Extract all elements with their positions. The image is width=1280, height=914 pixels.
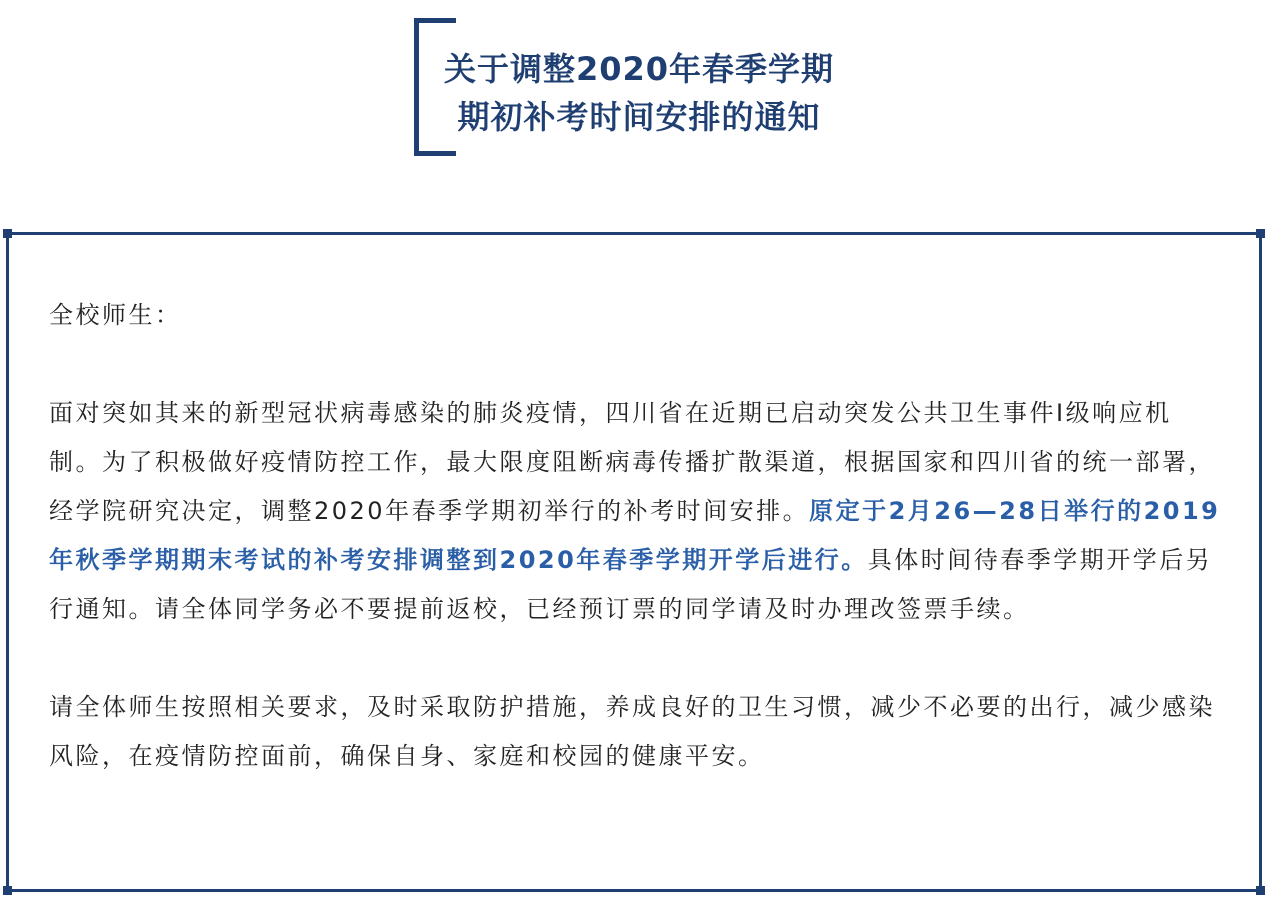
notice-title-line-1: 关于调整2020年春季学期 — [443, 50, 835, 88]
notice-frame — [6, 232, 1262, 892]
frame-corner-top-right — [1256, 229, 1265, 238]
notice-title-line-2: 期初补考时间安排的通知 — [457, 98, 821, 136]
paragraph-main-text-1: 面对突如其来的新型冠状病毒感染的肺炎疫情，四川省在近期已启动突发公共卫生事件I级响应机制。为了积极做好疫情防控工作，最大限度阻断病毒传播扩散渠道，根据国家和四川省的统一部署，经学院研究决定，调整2020年春季学期初举行的补考时间安排。 — [49, 399, 1215, 525]
paragraph-closing: 请全体师生按照相关要求，及时采取防护措施，养成良好的卫生习惯，减少不必要的出行，减少感染风险，在疫情防控面前，确保自身、家庭和校园的健康平安。 — [49, 693, 1215, 770]
notice-body — [49, 291, 1221, 781]
frame-corner-bottom-right — [1256, 886, 1265, 895]
paragraph-spacer — [49, 340, 1221, 389]
paragraph-main — [49, 389, 1221, 634]
salutation: 全校师生： — [49, 301, 182, 329]
frame-corner-bottom-left — [3, 886, 12, 895]
notice-title-block — [414, 18, 864, 158]
frame-corner-top-left — [3, 229, 12, 238]
paragraph-main-text-2: 具体时间待春季学期开学后另行通知。请全体同学务必不要提前返校，已经预订票的同学请及时办理改签票手续。 — [49, 546, 1213, 623]
paragraph-spacer — [49, 634, 1221, 683]
paragraph-main-highlight: 原定于2月26—28日举行的2019年秋季学期期末考试的补考安排调整到2020年春季学期开学后进行。 — [49, 497, 1221, 574]
